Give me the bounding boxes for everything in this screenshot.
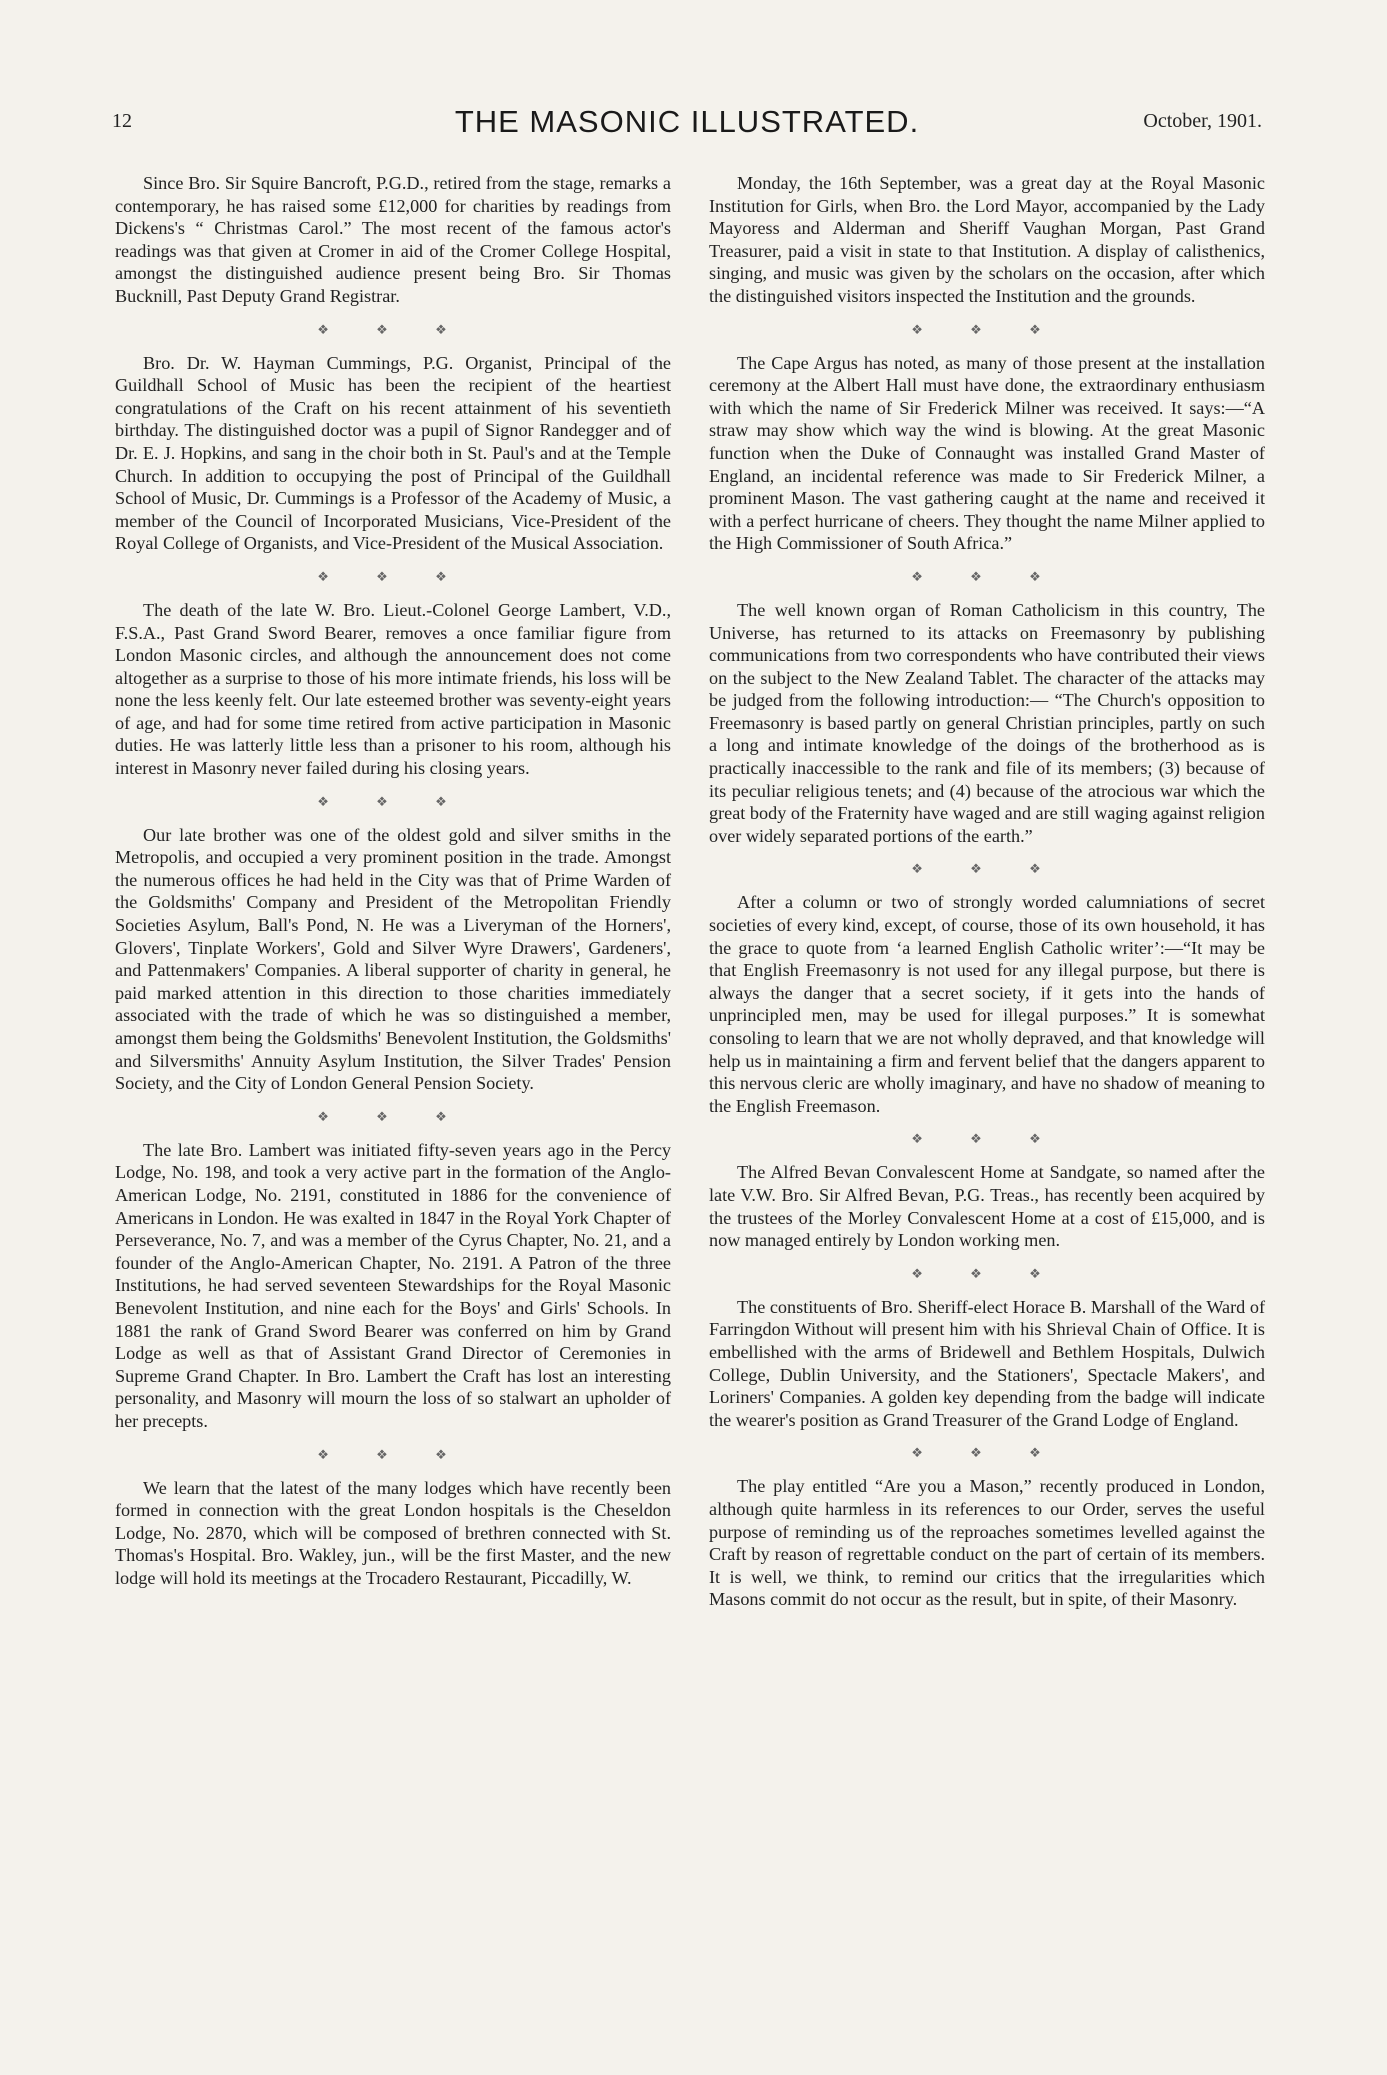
article-paragraph: The constituents of Bro. Sheriff-elect Horace B. Marshall of the Ward of Farringdon Without will present him with his Shrieval Chain of Office. It is embellished with the arms of Bridewell and Bethlem Hospitals, Dulwich College, Dublin University, and the Stationers', Spectacle Makers', and Loriners' Companies. A golden key depending from the badge will indicate the wearer's position as Grand Treasurer of the Grand Lodge of England. (709, 1296, 1265, 1430)
article-paragraph: Since Bro. Sir Squire Bancroft, P.G.D., retired from the stage, remarks a contemporary, he has raised some £12,000 for charities by readings from Dickens's “ Christmas Carol.” The most recent of the famous actor's readings was that given at Cromer in aid of the Cromer College Hospital, amongst the distinguished audience present being Bro. Sir Thomas Bucknill, Past Deputy Grand Registrar. (115, 173, 671, 306)
section-separator: ❖ ❖ ❖ (911, 861, 1063, 877)
left-column (115, 172, 671, 1589)
section-separator: ❖ ❖ ❖ (911, 1131, 1063, 1147)
article-paragraph: We learn that the latest of the many lodges which have recently been formed in connection with the great London hospitals is the Cheseldon Lodge, No. 2870, which will be composed of brethren connected with St. Thomas's Hospital. Bro. Wakley, jun., will be the first Master, and the new lodge will hold its meetings at the Trocadero Restaurant, Piccadilly, W. (115, 1477, 671, 1588)
section-separator: ❖ ❖ ❖ (317, 1108, 469, 1124)
section-separator: ❖ ❖ ❖ (911, 1445, 1063, 1461)
right-column (709, 172, 1265, 1611)
issue-date: October, 1901. (1143, 110, 1262, 132)
article-paragraph: The play entitled “Are you a Mason,” recently produced in London, although quite harmless in its references to our Order, serves the useful purpose of reminding us of the reproaches sometimes levelled against the Craft by reason of regrettable conduct on the part of certain of its members. It is well, we think, to remind our critics that the irregularities which Masons commit do not occur as the result, but in spite, of their Masonry. (709, 1476, 1265, 1610)
section-separator: ❖ ❖ ❖ (911, 321, 1063, 337)
section-separator: ❖ ❖ ❖ (911, 1265, 1063, 1281)
page-header (112, 104, 1262, 144)
section-separator: ❖ ❖ ❖ (317, 793, 469, 809)
section-separator: ❖ ❖ ❖ (317, 568, 469, 584)
page-number: 12 (112, 110, 132, 132)
article-paragraph: Bro. Dr. W. Hayman Cummings, P.G. Organist, Principal of the Guildhall School of Music has been the recipient of the heartiest congratulations of the Craft on his recent attainment of his seventieth birthday. The distinguished doctor was a pupil of Signor Randegger and of Dr. E. J. Hopkins, and sang in the choir both in St. Paul's and at the Temple Church. In addition to occupying the post of Principal of the Guildhall School of Music, Dr. Cummings is a Professor of the Academy of Music, a member of the Council of Incorporated Musicians, Vice-President of the Royal College of Organists, and Vice-President of the Musical Association. (115, 352, 671, 554)
article-paragraph: Our late brother was one of the oldest gold and silver smiths in the Metropolis, and occupied a very prominent position in the trade. Amongst the numerous offices he had held in the City was that of Prime Warden of the Goldsmiths' Company and President of the Metropolitan Friendly Societies Asylum, Ball's Pond, N. He was a Liveryman of the Horners', Glovers', Tinplate Workers', Gold and Silver Wyre Drawers', Gardeners', and Pattenmakers' Companies. A liberal supporter of charity in general, he paid marked attention in this direction to those charities immediately associated with the trade of which he was so distinguished a member, amongst them being the Goldsmiths' Benevolent Institution, the Goldsmiths' and Silversmiths' Annuity Asylum Institution, the Silver Trades' Pension Society, and the City of London General Pension Society. (115, 824, 671, 1094)
article-paragraph: After a column or two of strongly worded calumniations of secret societies of every kind, except, of course, those of its own household, it has the grace to quote from ‘a learned English Catholic writer’:—“It may be that English Freemasonry is not used for any illegal purpose, but there is always the danger that a secret society, if it gets into the hands of unprincipled men, may be used for illegal purposes.” It is somewhat consoling to learn that we are not wholly depraved, and that knowledge will help us in maintaining a firm and fervent belief that the dangers apparent to this nervous cleric are wholly imaginary, and have no shadow of meaning to the English Freemason. (709, 892, 1265, 1116)
article-paragraph: The Cape Argus has noted, as many of those present at the installation ceremony at the Albert Hall must have done, the extraordinary enthusiasm with which the name of Sir Frederick Milner was received. It says:—“A straw may show which way the wind is blowing. At the great Masonic function when the Duke of Connaught was installed Grand Master of England, an incidental reference was made to Sir Frederick Milner, a prominent Mason. The vast gathering caught at the name and received it with a perfect hurricane of cheers. They thought the name Milner applied to the High Commissioner of South Africa.” (709, 352, 1265, 554)
article-paragraph: The Alfred Bevan Convalescent Home at Sandgate, so named after the late V.W. Bro. Sir Alfred Bevan, P.G. Treas., has recently been acquired by the trustees of the Morley Convalescent Home at a cost of £15,000, and is now managed entirely by London working men. (709, 1162, 1265, 1251)
article-paragraph: The well known organ of Roman Catholicism in this country, The Universe, has returned to its attacks on Freemasonry by publishing communications from two correspondents who have contributed their views on the subject to the New Zealand Tablet. The character of the attacks may be judged from the following introduction:— “The Church's opposition to Freemasonry is based partly on general Christian principles, partly on such a long and intimate knowledge of the doings of the brotherhood as is practically inaccessible to the rank and file of its members; (3) because of its peculiar religious tenets; and (4) because of the atrocious war which the great body of the Fraternity have waged and are still waging against religion over widely separated portions of the earth.” (709, 599, 1265, 846)
section-separator: ❖ ❖ ❖ (317, 321, 469, 337)
section-separator: ❖ ❖ ❖ (911, 568, 1063, 584)
article-paragraph: The death of the late W. Bro. Lieut.-Colonel George Lambert, V.D., F.S.A., Past Grand Sword Bearer, removes a once familiar figure from London Masonic circles, and although the announcement does not come altogether as a surprise to those of his more intimate friends, his loss will be none the less keenly felt. Our late esteemed brother was seventy-eight years of age, and had for some time retired from active participation in Masonic duties. He was latterly little less than a prisoner to his room, although his interest in Masonry never failed during his closing years. (115, 599, 671, 779)
section-separator: ❖ ❖ ❖ (317, 1446, 469, 1462)
article-paragraph: The late Bro. Lambert was initiated fifty-seven years ago in the Percy Lodge, No. 198, and took a very active part in the formation of the Anglo-American Lodge, No. 2191, constituted in 1886 for the convenience of Americans in London. He was exalted in 1847 in the Royal York Chapter of Perseverance, No. 7, and was a member of the Cyrus Chapter, No. 21, and a founder of the Anglo-American Chapter, No. 2191. A Patron of the three Institutions, he had served seventeen Stewardships for the Royal Masonic Benevolent Institution, and nine each for the Boys' and Girls' Schools. In 1881 the rank of Grand Sword Bearer was conferred on him by Grand Lodge as well as that of Assistant Grand Director of Ceremonies in Supreme Grand Chapter. In Bro. Lambert the Craft has lost an interesting personality, and Masonry will mourn the loss of so stalwart an upholder of her precepts. (115, 1139, 671, 1431)
article-paragraph: Monday, the 16th September, was a great day at the Royal Masonic Institution for Girls, when Bro. the Lord Mayor, accompanied by the Lady Mayoress and Alderman and Sheriff Vaughan Morgan, Past Grand Treasurer, paid a visit in state to that Institution. A display of calisthenics, singing, and music was given by the scholars on the occasion, after which the distinguished visitors inspected the Institution and the grounds. (709, 173, 1265, 306)
masthead-title: THE MASONIC ILLUSTRATED. (454, 104, 920, 139)
